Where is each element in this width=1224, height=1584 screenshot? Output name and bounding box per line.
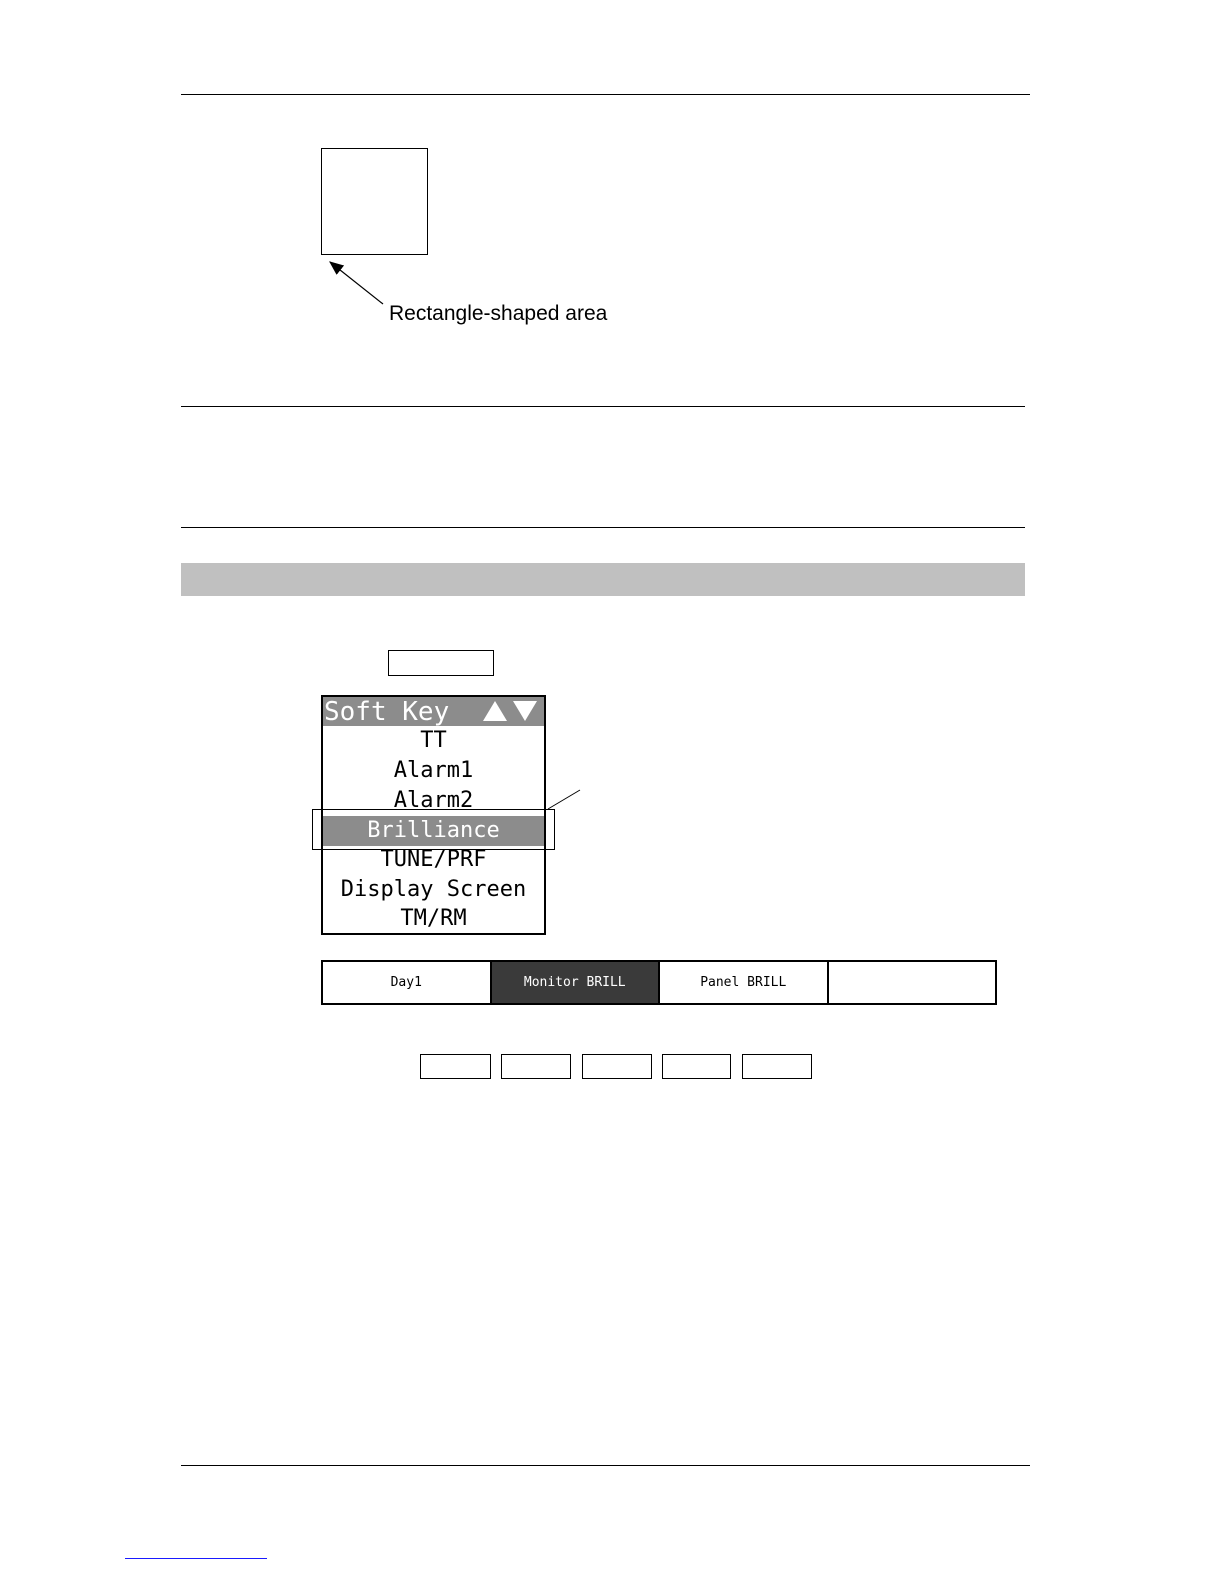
softkey-item-alarm1[interactable] [323,756,544,786]
softkey-item-label: Display Screen [340,877,527,902]
soft-key-label: Panel BRILL [700,975,787,990]
softkey-item-label: TT [420,728,447,753]
menu-key-box [388,650,494,676]
softkey-item-label: TM/RM [400,906,467,931]
softkey-item-tt[interactable] [323,726,544,756]
key-box-4 [662,1054,731,1079]
rectangle-callout-arrow [330,262,383,304]
brilliance-callout-line [548,790,580,809]
section-divider-top [181,406,1025,407]
header-rule [181,94,1030,95]
rectangle-area-caption: Rectangle-shaped area [389,302,608,325]
rectangle-shaped-area [321,148,428,255]
selection-frame [312,809,555,850]
softkey-item-tm-rm[interactable] [323,904,544,934]
softkey-item-label: Alarm2 [393,788,474,813]
softkey-menu-title-bar [323,697,544,726]
softkey-item-label: Brilliance [367,818,500,843]
soft-key-monitor-brill[interactable] [492,962,661,1003]
softkey-item-label: TUNE/PRF [380,847,487,872]
softkey-menu-title: Soft Key [324,697,450,727]
triangle-down-icon[interactable] [512,700,538,722]
softkey-scroll-arrows [482,700,538,722]
softkey-item-display-screen[interactable] [323,875,544,905]
soft-key-label: Monitor BRILL [523,975,626,990]
soft-key-day1[interactable] [323,962,492,1003]
footer-link-underline[interactable] [125,1558,267,1559]
section-heading-bar [181,563,1025,596]
softkey-item-label: Alarm1 [393,758,474,783]
soft-key-panel-brill[interactable] [660,962,829,1003]
soft-key-label: Day1 [390,975,422,990]
key-box-1 [420,1054,491,1079]
brilliance-soft-key-bar [321,960,997,1005]
key-box-5 [742,1054,812,1079]
footer-rule [181,1465,1030,1466]
key-box-3 [582,1054,652,1079]
key-box-2 [501,1054,571,1079]
soft-key-empty[interactable] [829,962,996,1003]
triangle-up-icon[interactable] [482,700,508,722]
section-divider-bottom [181,527,1025,528]
